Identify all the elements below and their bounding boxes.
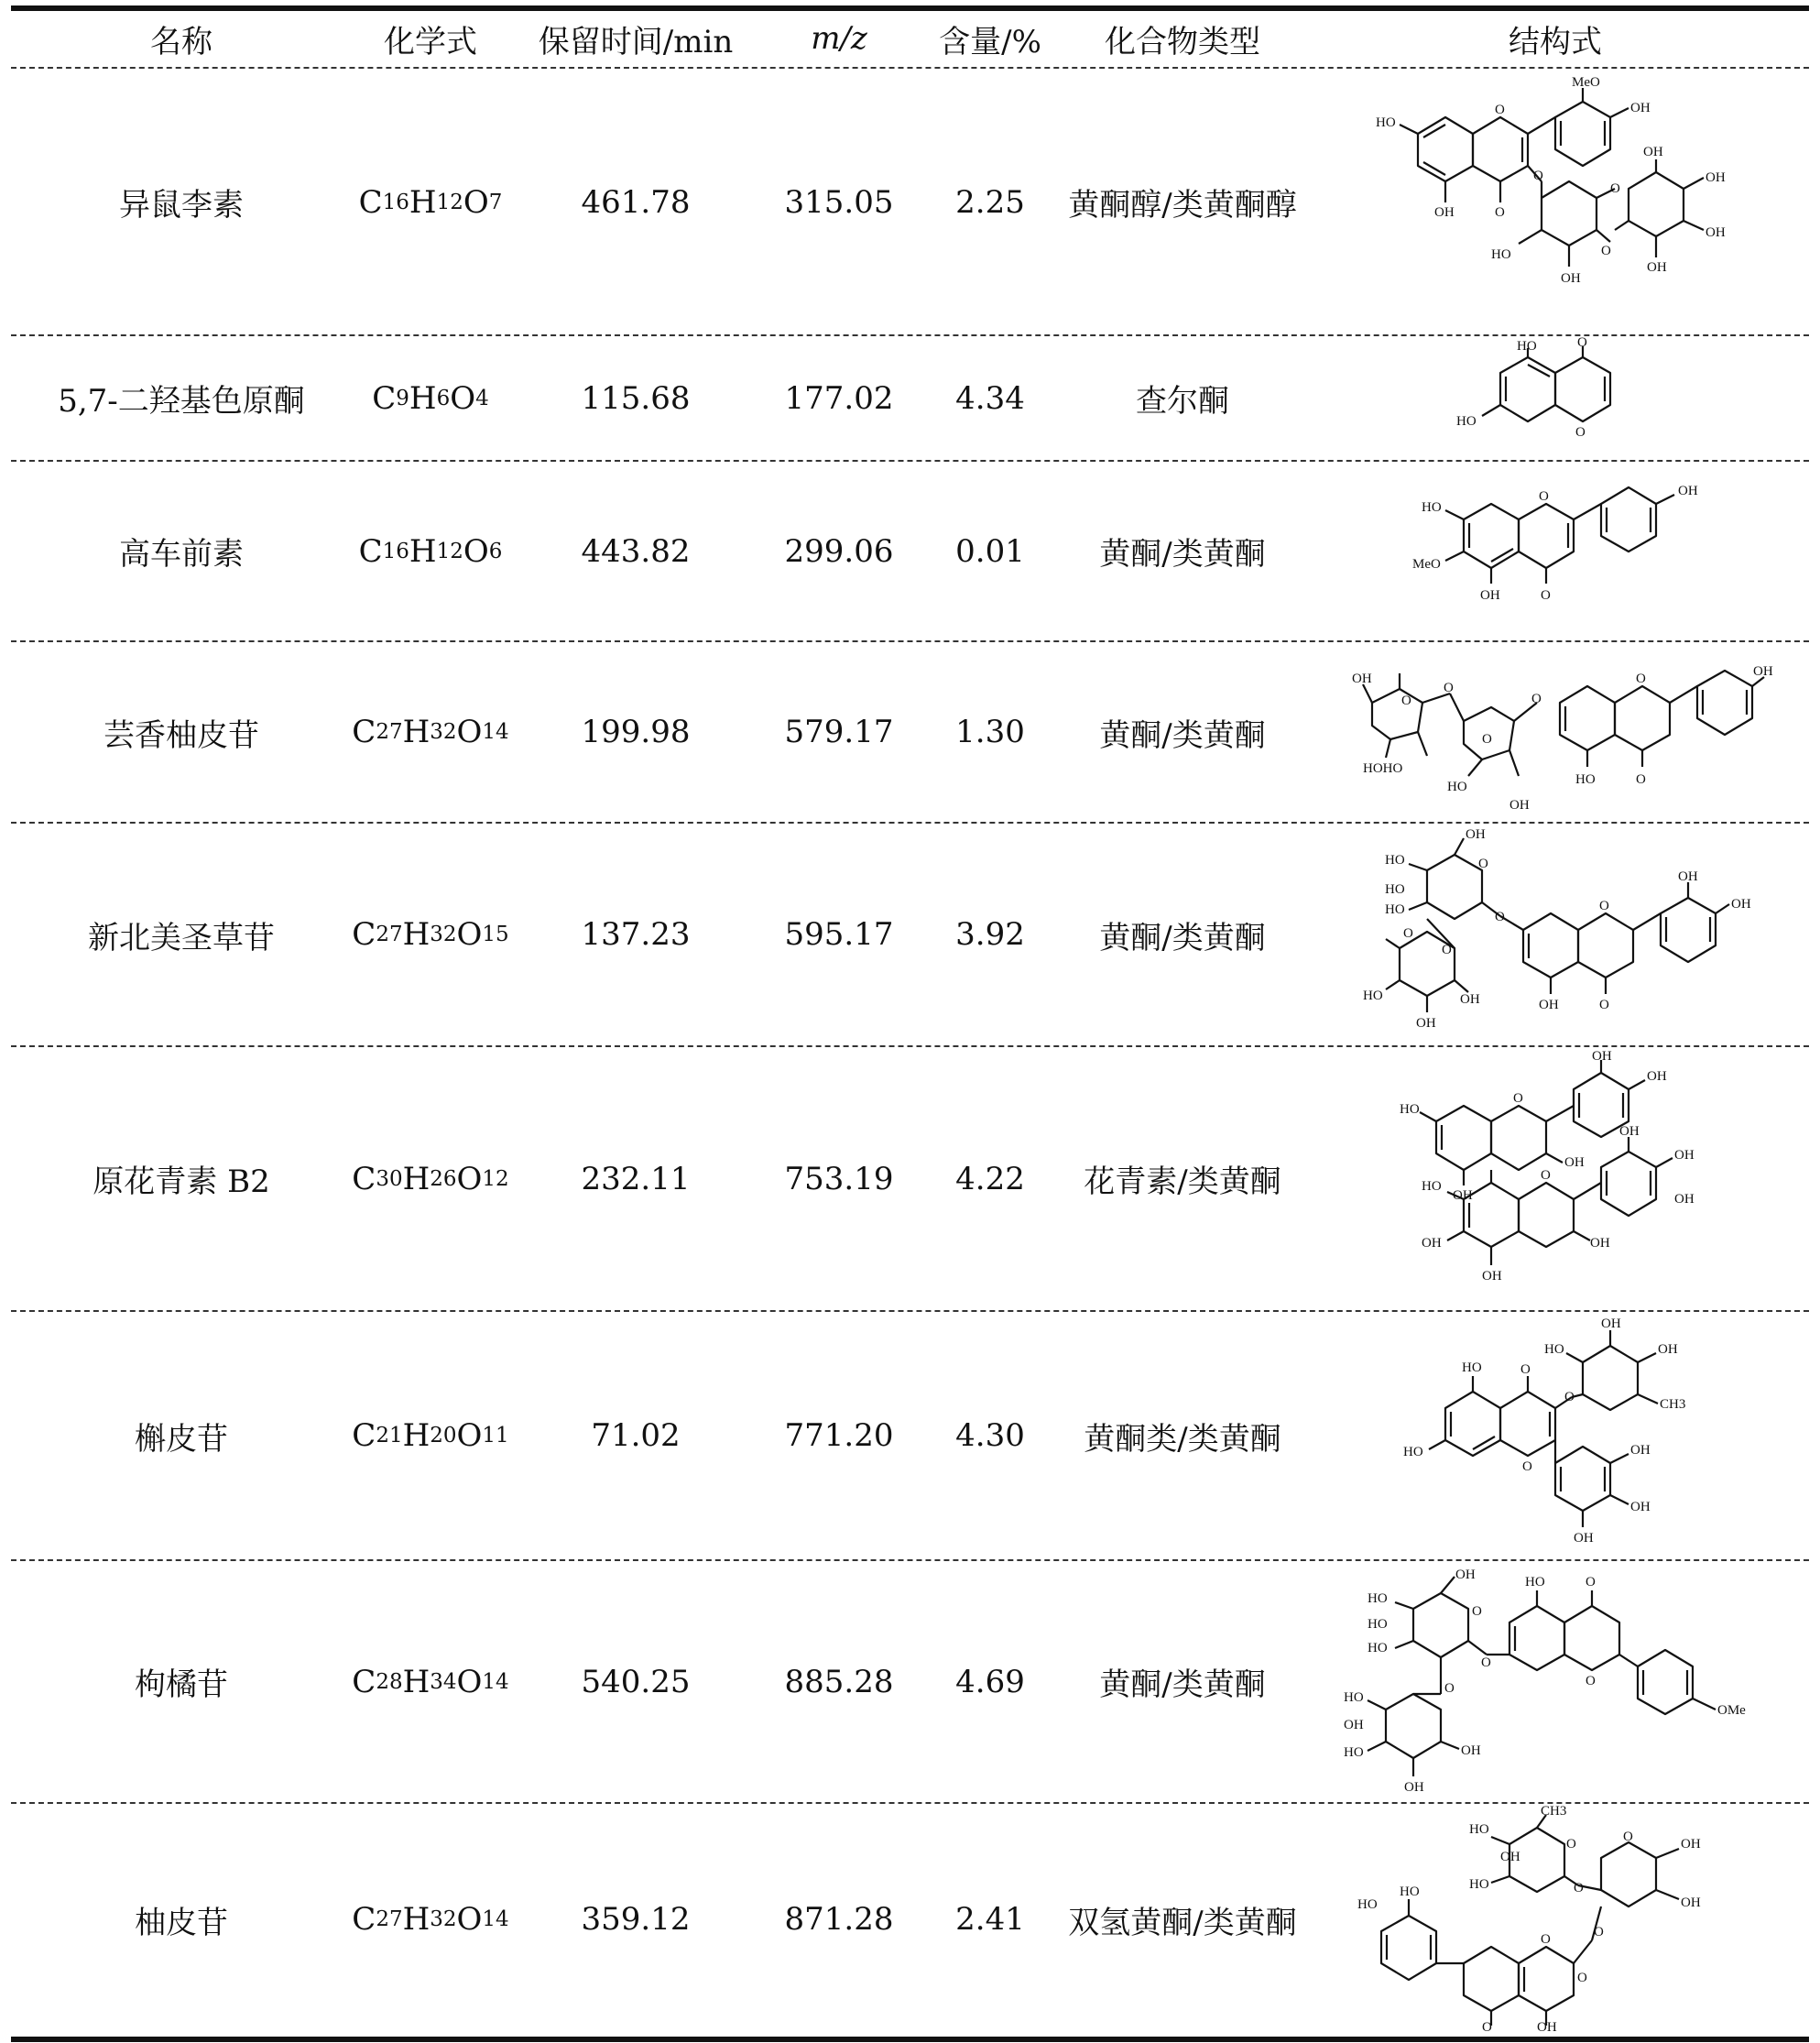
chemical-formula: C 27 H 32 O 14 xyxy=(352,714,509,750)
structure-label: O xyxy=(1522,1459,1532,1474)
structure-label: OH xyxy=(1564,1155,1585,1170)
structure-label: OH xyxy=(1681,1895,1701,1910)
table-row xyxy=(0,1312,1820,1559)
structure-label: O xyxy=(1513,1091,1523,1106)
structure-label: OH xyxy=(1678,869,1698,884)
structure-label: O xyxy=(1495,910,1505,924)
compound-type: 黄酮/类黄酮 xyxy=(1099,716,1266,754)
chemical-formula: C 27 H 32 O 15 xyxy=(352,916,509,953)
mz-value: 871.28 xyxy=(784,1901,894,1938)
retention-time: 359.12 xyxy=(581,1901,691,1938)
structure-label: O xyxy=(1610,180,1620,196)
structure-label: OH xyxy=(1706,224,1726,240)
compound-type: 黄酮/类黄酮 xyxy=(1099,919,1266,956)
structure-label: O xyxy=(1539,488,1549,504)
structure-label: O xyxy=(1586,1673,1596,1688)
retention-time: 540.25 xyxy=(581,1663,691,1700)
compound-type: 黄酮类/类黄酮 xyxy=(1084,1420,1281,1458)
structure-label: CH3 xyxy=(1660,1397,1686,1412)
structure-label: OH xyxy=(1561,270,1581,286)
chemical-formula: C 30 H 26 O 12 xyxy=(352,1160,509,1197)
structure-label: O xyxy=(1541,1931,1551,1947)
hispidulin-structure-image xyxy=(1400,469,1711,634)
structure-label: O xyxy=(1482,731,1492,747)
structure-label: O xyxy=(1531,691,1542,706)
structure-label: OH xyxy=(1619,1124,1640,1139)
structure-label: HO xyxy=(1400,1102,1420,1117)
compound-name: 异鼠李素 xyxy=(119,187,244,224)
structure-label: O xyxy=(1495,204,1505,220)
mz-value: 771.20 xyxy=(784,1417,894,1454)
compound-name: 高车前素 xyxy=(119,536,244,573)
structure-label: OH xyxy=(1630,1500,1651,1514)
structure-label: HO xyxy=(1447,779,1467,794)
structure-label: HO xyxy=(1357,1896,1378,1912)
content-percent: 4.69 xyxy=(955,1663,1025,1700)
structure-label: HO xyxy=(1462,1360,1482,1375)
structure-label: OH xyxy=(1466,827,1486,842)
header-content: 含量/% xyxy=(939,23,1041,60)
retention-time: 71.02 xyxy=(591,1417,681,1454)
structure-label: HO xyxy=(1422,1179,1442,1194)
structure-label: OH xyxy=(1480,587,1500,603)
table-row xyxy=(0,1804,1820,2035)
structure-label: OH xyxy=(1422,1236,1442,1251)
structure-label: OH xyxy=(1601,1316,1621,1331)
mz-value: 595.17 xyxy=(784,916,894,953)
compound-name: 柚皮苷 xyxy=(135,1904,228,1941)
chemical-formula: C 28 H 34 O 14 xyxy=(352,1663,509,1700)
structure-label: OH xyxy=(1630,100,1651,115)
poncirin-structure-image xyxy=(1340,1568,1771,1797)
structure-label: OH xyxy=(1630,1443,1651,1458)
retention-time: 115.68 xyxy=(581,379,691,417)
structure-label: OH xyxy=(1681,1836,1701,1852)
structure-label: CH3 xyxy=(1541,1803,1567,1819)
structure-label: O xyxy=(1636,671,1646,686)
table-row xyxy=(0,70,1820,334)
structure-formula xyxy=(1308,70,1803,334)
compound-type: 黄酮醇/类黄酮醇 xyxy=(1068,187,1297,224)
content-percent: 0.01 xyxy=(955,532,1025,570)
compound-type: 双氢黄酮/类黄酮 xyxy=(1068,1904,1297,1941)
structure-formula xyxy=(1308,642,1803,822)
structure-label: O xyxy=(1586,1574,1596,1590)
header-retention: 保留时间/min xyxy=(538,23,734,60)
structure-label: HO xyxy=(1368,1640,1388,1655)
structure-formula xyxy=(1308,1312,1803,1559)
structure-label: HO xyxy=(1376,115,1396,130)
structure-label: OH xyxy=(1434,204,1455,220)
structure-label: O xyxy=(1444,1680,1455,1696)
structure-label: O xyxy=(1403,926,1413,941)
structure-label: OH xyxy=(1453,1188,1473,1203)
retention-time: 137.23 xyxy=(581,916,691,953)
compound-type: 查尔酮 xyxy=(1136,383,1229,420)
structure-label: O xyxy=(1623,1829,1633,1844)
structure-label: HO xyxy=(1403,1445,1423,1459)
procyanidin-b2-structure-image xyxy=(1400,1049,1711,1305)
chemical-formula: C 9 H 6 O 4 xyxy=(372,379,489,417)
structure-label: O xyxy=(1472,1603,1482,1619)
structure-label: HO xyxy=(1491,246,1511,262)
structure-label: O xyxy=(1444,680,1454,695)
structure-formula xyxy=(1308,1561,1803,1802)
structure-label: O xyxy=(1482,2019,1492,2035)
table-bottom-rule xyxy=(11,2037,1809,2042)
content-percent: 4.34 xyxy=(955,379,1025,417)
compound-name: 槲皮苷 xyxy=(135,1420,228,1458)
structure-label: OH xyxy=(1344,1717,1364,1732)
structure-label: HO xyxy=(1363,989,1383,1003)
mz-value: 753.19 xyxy=(784,1160,894,1197)
structure-label: O xyxy=(1575,425,1586,440)
structure-label: O xyxy=(1481,1655,1491,1670)
structure-label: OH xyxy=(1647,1069,1667,1084)
compound-type: 黄酮/类黄酮 xyxy=(1099,536,1266,573)
chemical-formula: C 27 H 32 O 14 xyxy=(352,1901,509,1938)
structure-label: OH xyxy=(1461,1743,1481,1758)
compound-type: 花青素/类黄酮 xyxy=(1084,1164,1281,1200)
mz-value: 315.05 xyxy=(784,183,894,221)
structure-label: HO xyxy=(1456,414,1477,429)
structure-label: O xyxy=(1601,243,1611,258)
structure-label: O xyxy=(1566,1836,1576,1852)
dihydroxychromone-structure-image xyxy=(1436,335,1674,455)
quercitrin-structure-image xyxy=(1400,1316,1711,1555)
structure-label: HO xyxy=(1422,499,1442,515)
structure-label: OH xyxy=(1352,671,1372,686)
chemical-formula: C 16 H 12 O 6 xyxy=(358,532,503,570)
structure-label: O xyxy=(1478,857,1488,871)
structure-label: HO xyxy=(1344,1689,1364,1705)
structure-label: O xyxy=(1577,335,1587,350)
structure-label: O xyxy=(1495,102,1505,117)
structure-label: OH xyxy=(1674,1148,1695,1163)
structure-label: OH xyxy=(1731,897,1751,912)
table-row xyxy=(0,336,1820,460)
isorhamnetin-structure-image xyxy=(1363,74,1748,326)
mz-value: 579.17 xyxy=(784,714,894,750)
content-percent: 4.22 xyxy=(955,1160,1025,1197)
structure-label: HO xyxy=(1544,1342,1564,1357)
structure-label: HOHO xyxy=(1363,760,1403,776)
header-separator xyxy=(11,67,1809,69)
structure-label: OMe xyxy=(1717,1702,1746,1718)
table-row xyxy=(0,1561,1820,1802)
header-structure: 结构式 xyxy=(1509,23,1602,60)
structure-label: O xyxy=(1442,943,1452,957)
content-percent: 3.92 xyxy=(955,916,1025,953)
narirutin-structure-image xyxy=(1345,648,1773,817)
structure-label: OH xyxy=(1416,1016,1436,1031)
structure-label: HO xyxy=(1469,1876,1489,1892)
table-row xyxy=(0,1047,1820,1310)
structure-label: O xyxy=(1533,168,1543,183)
structure-label: HO xyxy=(1517,339,1537,354)
table-top-rule xyxy=(11,5,1809,11)
naringin-structure-image xyxy=(1354,1803,1757,2035)
structure-label: OH xyxy=(1460,992,1480,1007)
table-row xyxy=(0,642,1820,822)
compound-name: 5,7-二羟基色原酮 xyxy=(58,383,305,420)
retention-time: 199.98 xyxy=(581,714,691,750)
compound-name: 原花青素 B2 xyxy=(93,1164,270,1200)
mz-value: 885.28 xyxy=(784,1663,894,1700)
content-percent: 4.30 xyxy=(955,1417,1025,1454)
structure-label: O xyxy=(1599,899,1609,913)
retention-time: 232.11 xyxy=(581,1160,691,1197)
structure-label: O xyxy=(1599,998,1609,1012)
retention-time: 461.78 xyxy=(581,183,691,221)
structure-label: OH xyxy=(1647,259,1667,275)
structure-label: O xyxy=(1636,771,1646,787)
structure-formula xyxy=(1308,824,1803,1045)
content-percent: 2.25 xyxy=(955,183,1025,221)
structure-label: O xyxy=(1577,1970,1587,1985)
table-row xyxy=(0,462,1820,640)
chemical-formula: C 16 H 12 O 7 xyxy=(358,183,503,221)
structure-label: HO xyxy=(1525,1574,1545,1590)
compound-type: 黄酮/类黄酮 xyxy=(1099,1666,1266,1703)
structure-label: OH xyxy=(1509,797,1530,813)
compound-name: 新北美圣草苷 xyxy=(88,919,275,956)
chemical-formula: C 21 H 20 O 11 xyxy=(352,1417,509,1454)
structure-label: OH xyxy=(1455,1567,1476,1582)
structure-label: OH xyxy=(1539,998,1559,1012)
content-percent: 2.41 xyxy=(955,1901,1025,1938)
structure-label: OH xyxy=(1753,663,1773,679)
structure-label: HO xyxy=(1385,902,1405,917)
structure-label: HO xyxy=(1368,1616,1388,1632)
structure-label: O xyxy=(1594,1924,1604,1939)
compound-name: 枸橘苷 xyxy=(135,1666,228,1703)
structure-label: OH xyxy=(1706,169,1726,185)
structure-label: HO xyxy=(1368,1590,1388,1606)
table-row xyxy=(0,824,1820,1045)
structure-label: OH xyxy=(1643,144,1663,159)
structure-label: MeO xyxy=(1412,556,1441,572)
structure-label: HO xyxy=(1469,1821,1489,1837)
header-type: 化合物类型 xyxy=(1105,23,1260,60)
retention-time: 443.82 xyxy=(581,532,691,570)
mz-value: 299.06 xyxy=(784,532,894,570)
structure-label: O xyxy=(1541,587,1551,603)
structure-label: HO xyxy=(1400,1884,1420,1899)
structure-label: OH xyxy=(1482,1269,1502,1284)
structure-label: OH xyxy=(1404,1779,1424,1795)
structure-label: OH xyxy=(1537,2019,1557,2035)
structure-label: O xyxy=(1564,1390,1575,1404)
structure-label: O xyxy=(1541,1168,1551,1183)
structure-label: MeO xyxy=(1572,74,1600,90)
structure-label: O xyxy=(1574,1880,1584,1896)
structure-formula xyxy=(1308,1047,1803,1310)
neoeriocitrin-structure-image xyxy=(1363,827,1751,1040)
structure-label: OH xyxy=(1674,1192,1695,1207)
content-percent: 1.30 xyxy=(955,714,1025,750)
structure-label: HO xyxy=(1385,882,1405,897)
structure-label: HO xyxy=(1344,1744,1364,1760)
structure-label: OH xyxy=(1678,483,1698,498)
structure-formula xyxy=(1308,462,1803,640)
structure-formula xyxy=(1308,336,1803,460)
structure-label: HO xyxy=(1575,771,1596,787)
structure-formula xyxy=(1308,1804,1803,2035)
structure-label: OH xyxy=(1590,1236,1610,1251)
structure-label: HO xyxy=(1385,853,1405,868)
header-name: 名称 xyxy=(150,23,213,60)
header-formula: 化学式 xyxy=(384,23,477,60)
structure-label: OH xyxy=(1574,1531,1594,1546)
structure-label: O xyxy=(1401,693,1411,708)
structure-label: OH xyxy=(1658,1342,1678,1357)
mz-value: 177.02 xyxy=(784,379,894,417)
structure-label: OH xyxy=(1500,1849,1520,1864)
compound-name: 芸香柚皮苷 xyxy=(104,716,259,754)
structure-label: O xyxy=(1520,1362,1531,1377)
structure-label: OH xyxy=(1592,1049,1612,1064)
header-mz: m/z xyxy=(811,20,867,57)
